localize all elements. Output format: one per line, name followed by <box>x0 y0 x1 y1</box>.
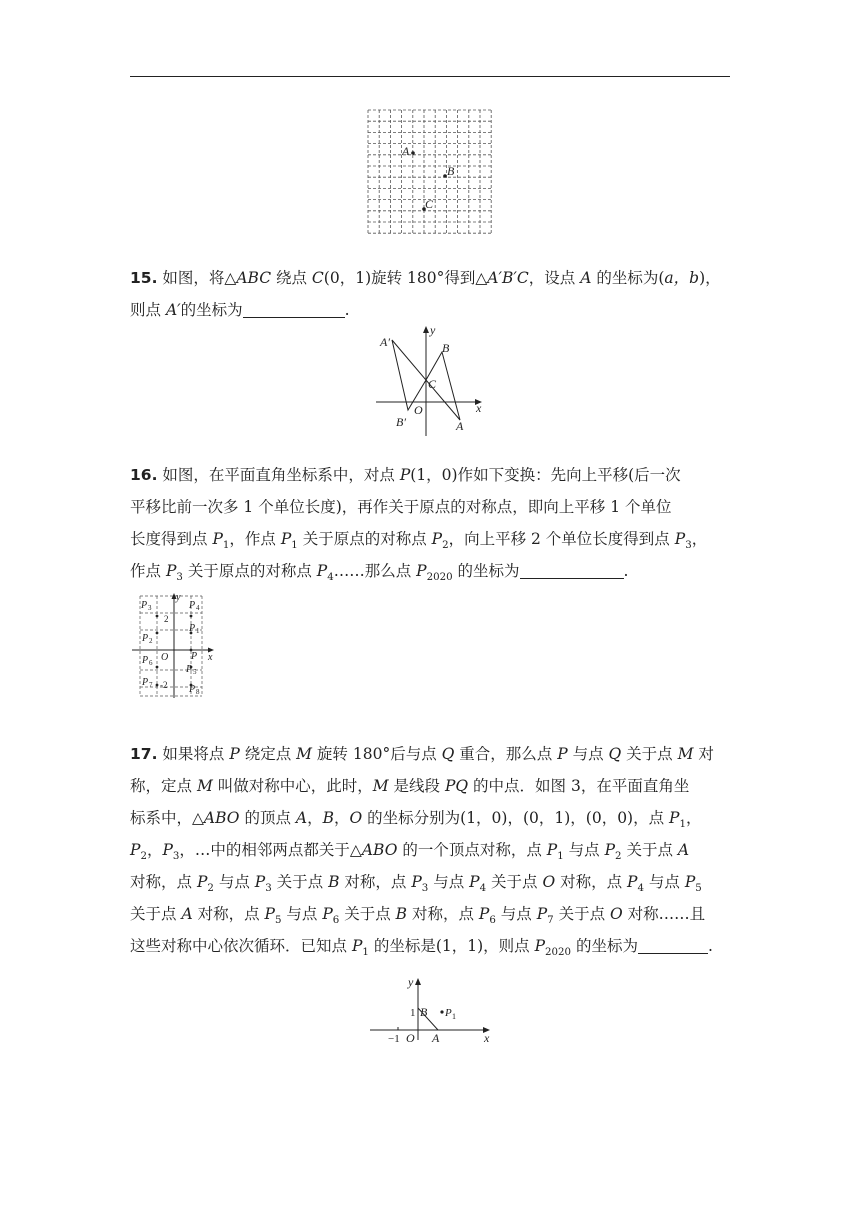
label-b: B <box>447 164 455 178</box>
text: P <box>627 873 638 891</box>
text: O <box>542 873 556 891</box>
subscript: 3 <box>265 883 272 895</box>
point-p6 <box>156 666 159 669</box>
text: 的顶点 <box>239 809 296 827</box>
subscript: 3 <box>421 883 429 895</box>
text: 是线段 <box>388 777 445 795</box>
subscript: 2 <box>140 851 147 863</box>
text: A <box>580 269 592 287</box>
text: )， <box>699 269 721 287</box>
text: P <box>399 466 411 484</box>
text: ， <box>307 809 323 827</box>
text: 的一个顶点对称，点 <box>397 841 547 859</box>
text: B <box>395 905 408 923</box>
header-rule <box>130 76 730 77</box>
text: ， <box>333 809 350 827</box>
label-neg-one: −1 <box>388 1033 400 1045</box>
label-p3-subscript: 3 <box>148 604 152 612</box>
label-c: C <box>425 197 434 211</box>
text: 与点 <box>563 841 605 859</box>
label-one: 1 <box>410 1007 416 1019</box>
point-p2 <box>156 632 159 635</box>
text: P <box>557 745 568 763</box>
label-y: y <box>430 323 436 337</box>
text: A′B′C <box>487 269 529 287</box>
text: (0，1)旋转 180°得到△ <box>323 269 488 287</box>
text: P <box>431 530 443 548</box>
text: 关于点 <box>553 905 610 923</box>
label-neg-two: -2 <box>160 680 168 690</box>
label-p7-subscript: 7 <box>149 681 153 689</box>
text: P <box>669 809 680 827</box>
label-p2: P <box>142 633 149 644</box>
text: 与点 <box>567 745 609 763</box>
text: M <box>196 777 213 795</box>
label-x: x <box>484 1031 490 1045</box>
text: 与点 <box>428 873 470 891</box>
point-p4 <box>190 615 193 618</box>
text: P <box>674 530 686 548</box>
label-o: O <box>406 1031 415 1045</box>
text: ， <box>146 841 163 859</box>
text: A <box>295 809 308 827</box>
text: A′ <box>165 301 181 319</box>
text: 的坐标为 <box>180 301 243 319</box>
text: 对称……且 <box>622 905 706 923</box>
text: 重合，那么点 <box>454 745 558 763</box>
text: 则点 <box>130 301 166 319</box>
question-number: 16. <box>130 466 158 484</box>
subscript: 3 <box>172 851 180 863</box>
text: 的坐标为 <box>571 937 638 955</box>
label-p1-subscript: 1 <box>452 1012 456 1021</box>
subscript: 6 <box>332 915 340 927</box>
subscript: 1 <box>222 540 230 552</box>
text: 绕点 <box>271 269 312 287</box>
text: 长度得到点 <box>130 530 213 548</box>
text: 关于点 <box>339 905 396 923</box>
text: Q <box>441 745 455 763</box>
text: M <box>372 777 389 795</box>
text: P <box>165 562 177 580</box>
label-p5: P <box>186 664 193 675</box>
label-x: x <box>208 652 213 663</box>
text: P <box>130 841 141 859</box>
text: 作点 <box>130 562 166 580</box>
text: C <box>311 269 324 287</box>
text: P <box>162 841 173 859</box>
text: P <box>416 562 427 580</box>
text: 关于点 <box>621 745 678 763</box>
text: P <box>316 562 328 580</box>
text: Q <box>608 745 622 763</box>
label-p6-subscript: 6 <box>149 659 153 667</box>
label-p1: P <box>445 1007 452 1019</box>
subscript: 5 <box>695 883 702 895</box>
text: 如图，将△ <box>157 269 237 287</box>
text: P <box>196 873 208 891</box>
text: B <box>322 809 334 827</box>
label-p6: P <box>142 655 149 666</box>
answer-blank[interactable] <box>243 301 345 318</box>
text: . <box>707 937 713 955</box>
text: 的中点．如图 3，在平面直角坐 <box>468 777 690 795</box>
triangle-a-prime-b-prime-c <box>392 340 426 410</box>
label-o: O <box>161 652 169 663</box>
answer-blank[interactable] <box>638 937 708 954</box>
answer-blank[interactable] <box>520 562 624 579</box>
subscript: 4 <box>637 883 644 895</box>
label-p2-subscript: 2 <box>149 637 153 645</box>
text: P <box>212 530 223 548</box>
text: P <box>604 841 616 859</box>
subscript: 2 <box>615 851 622 863</box>
text: 对 <box>693 745 714 763</box>
text: 的坐标分别为(1，0)，(0，1)，(0，0)，点 <box>362 809 670 827</box>
label-a: A <box>402 144 410 158</box>
text: 关于点 <box>621 841 678 859</box>
text: M <box>677 745 694 763</box>
text: 对称，点 <box>192 905 265 923</box>
text: 关于原点的对称点 <box>297 530 432 548</box>
text: P <box>322 905 333 923</box>
text: 叫做对称中心，此时， <box>212 777 373 795</box>
label-p3: P <box>141 600 148 611</box>
text: A <box>181 905 193 923</box>
text: 平移比前一次多 1 个单位长度)，再作关于原点的对称点，即向上平移 1 个单位 <box>130 498 672 516</box>
text: ABC <box>236 269 272 287</box>
text: ，向上平移 2 个单位长度得到点 <box>448 530 675 548</box>
label-p1-subscript: 1 <box>196 627 200 635</box>
subscript: 3 <box>685 540 692 552</box>
text: 关于点 <box>271 873 329 891</box>
text: P <box>280 530 292 548</box>
text: 与点 <box>213 873 255 891</box>
label-o: O <box>414 403 423 417</box>
text: ABO <box>361 841 398 859</box>
point-p1 <box>440 1010 443 1013</box>
text: B <box>328 873 340 891</box>
text: 与点 <box>643 873 685 891</box>
label-b: B <box>442 341 450 355</box>
text: 称，定点 <box>130 777 197 795</box>
text: M <box>296 745 312 763</box>
text: ，作点 <box>229 530 281 548</box>
label-y: y <box>176 592 181 603</box>
point-p7 <box>156 684 159 687</box>
text: 如果将点 <box>157 745 230 763</box>
label-p1: P <box>189 623 196 634</box>
label-two: 2 <box>164 614 169 624</box>
text: ，设点 <box>528 269 581 287</box>
text: 的坐标为 <box>452 562 520 580</box>
subscript: 2 <box>207 883 214 895</box>
text: ABO <box>203 809 240 827</box>
label-a: A <box>456 419 464 433</box>
q14-grid-figure <box>366 108 494 236</box>
q17-figure <box>364 974 498 1048</box>
text: 关于点 <box>486 873 543 891</box>
point-p3 <box>156 615 159 618</box>
subscript: 5 <box>274 915 282 927</box>
subscript: 1 <box>362 947 369 959</box>
text: P <box>229 745 240 763</box>
text: 这些对称中心依次循环．已知点 <box>130 937 352 955</box>
label-y: y <box>408 975 414 989</box>
label-p4: P <box>189 600 196 611</box>
subscript: 2 <box>442 540 449 552</box>
label-p7: P <box>142 677 149 688</box>
subscript: 3 <box>176 572 183 584</box>
text: 对称，点 <box>130 873 197 891</box>
y-arrow <box>415 978 421 985</box>
label-x: x <box>476 401 482 415</box>
subscript: 1 <box>291 540 298 552</box>
subscript: 4 <box>479 883 487 895</box>
label-p: P <box>191 651 198 662</box>
label-b-prime: B′ <box>396 415 406 429</box>
text: 标系中，△ <box>130 809 204 827</box>
text: 的坐标为( <box>591 269 665 287</box>
text: P <box>254 873 266 891</box>
text: 与点 <box>281 905 323 923</box>
text: ……那么点 <box>333 562 417 580</box>
subscript: 1 <box>557 851 564 863</box>
question-16 <box>130 459 730 587</box>
subscript: 6 <box>489 915 496 927</box>
label-a-prime: A′ <box>380 335 390 349</box>
text: PQ <box>444 777 469 795</box>
text: P <box>534 937 546 955</box>
text: A <box>677 841 690 859</box>
text: . <box>344 301 350 319</box>
text: 关于原点的对称点 <box>182 562 317 580</box>
q15-figure <box>370 322 490 440</box>
text: 如图，在平面直角坐标系中，对点 <box>157 466 400 484</box>
text: 关于点 <box>130 905 182 923</box>
text: P <box>478 905 490 923</box>
text: 与点 <box>495 905 537 923</box>
question-number: 17. <box>130 745 158 763</box>
text: P <box>469 873 480 891</box>
question-number: 15. <box>130 269 158 287</box>
text: 的坐标是(1，1)，则点 <box>368 937 535 955</box>
text: 对称，点 <box>407 905 479 923</box>
point-a <box>411 151 415 155</box>
text: P <box>264 905 275 923</box>
text: 绕定点 <box>239 745 297 763</box>
label-p5-subscript: 5 <box>193 668 197 676</box>
question-17 <box>130 738 730 962</box>
text: P <box>411 873 422 891</box>
text: ， <box>691 530 708 548</box>
label-p4-subscript: 4 <box>196 604 200 612</box>
text: . <box>623 562 629 580</box>
subscript: 2020 <box>545 947 572 959</box>
text: O <box>610 905 623 923</box>
label-p8: P <box>189 684 196 695</box>
text: (1，0)作如下变换：先向上平移(后一次 <box>410 466 681 484</box>
text: P <box>684 873 696 891</box>
label-p8-subscript: 8 <box>196 688 200 696</box>
text: P <box>536 905 548 923</box>
subscript: 7 <box>547 915 554 927</box>
label-c: C <box>428 377 437 391</box>
subscript: 2020 <box>426 572 453 584</box>
question-15 <box>130 262 730 326</box>
y-arrow <box>423 326 429 333</box>
text: a，b <box>664 269 700 287</box>
text: 对称，点 <box>339 873 412 891</box>
text: P <box>351 937 363 955</box>
subscript: 4 <box>327 572 334 584</box>
q16-figure <box>130 592 220 700</box>
text: ，…中的相邻两点都关于△ <box>179 841 362 859</box>
text: O <box>349 809 363 827</box>
text: 旋转 180°后与点 <box>312 745 442 763</box>
text: P <box>546 841 558 859</box>
text: 对称，点 <box>555 873 628 891</box>
label-a: A <box>432 1031 440 1045</box>
subscript: 1 <box>679 819 686 831</box>
label-b: B <box>420 1005 428 1019</box>
text: ， <box>685 809 702 827</box>
